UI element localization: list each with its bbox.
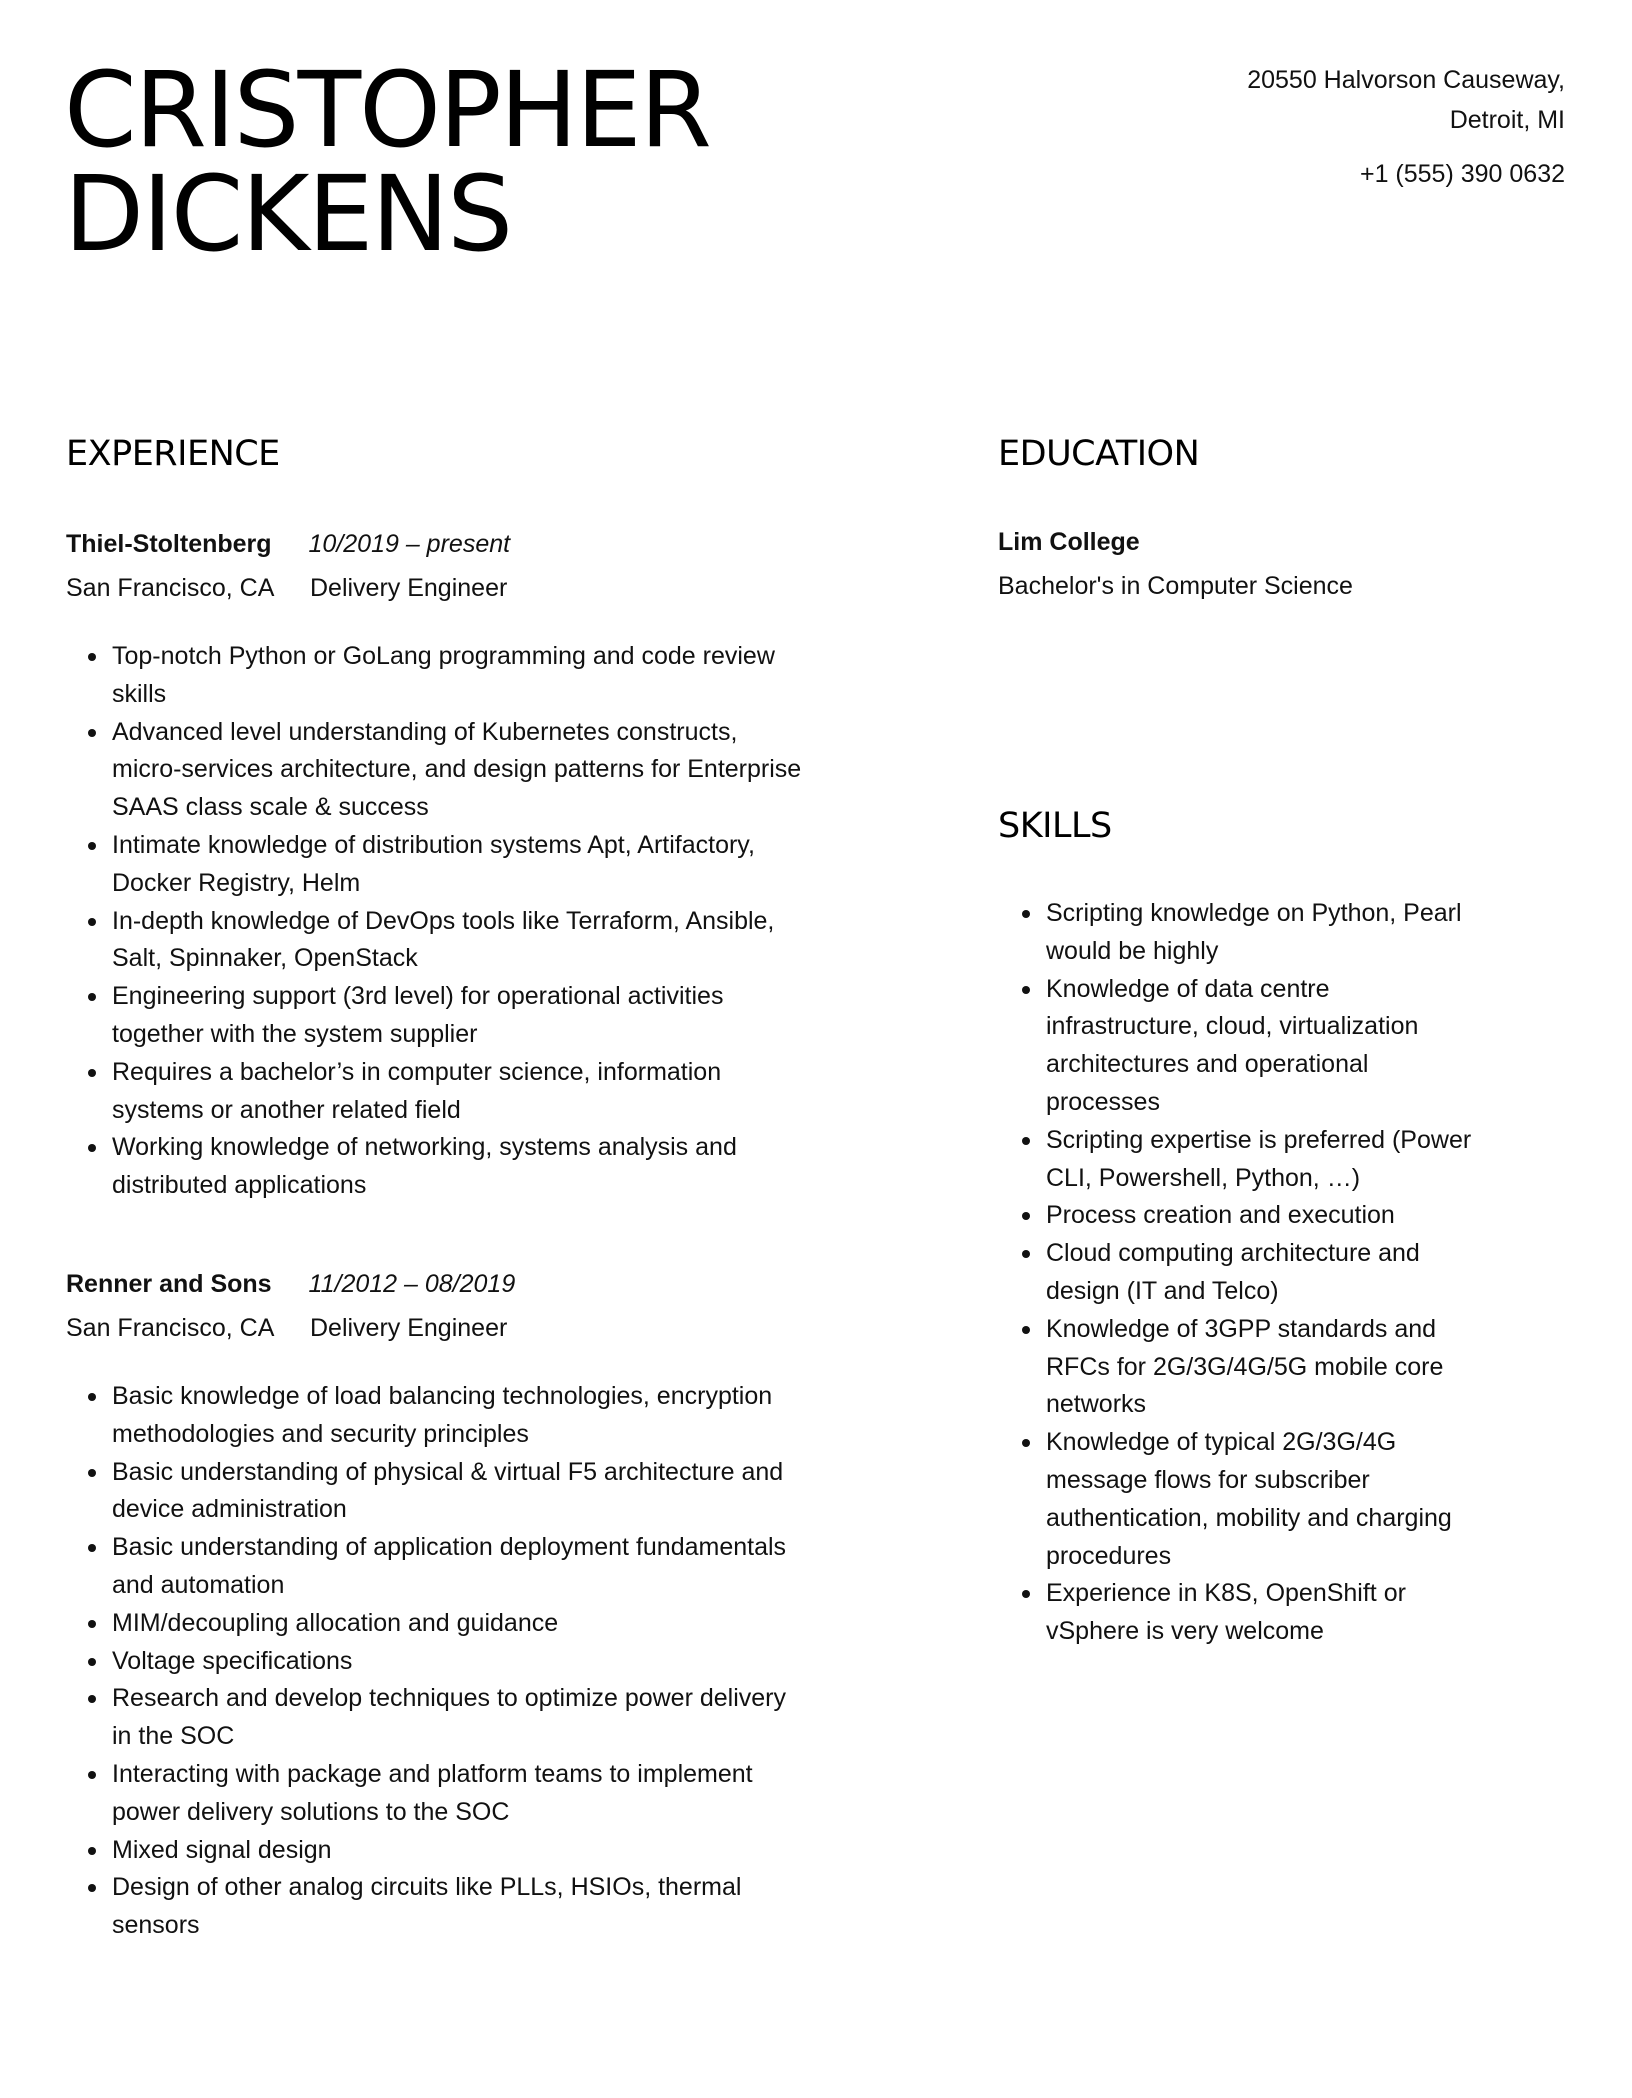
list-item: [66, 978, 966, 1054]
job-entry: [66, 1264, 966, 1945]
list-item: [1000, 1424, 1580, 1575]
list-item-text: Knowledge of data centre: [1046, 974, 1330, 1003]
list-item-text: RFCs for 2G/3G/4G/5G mobile core: [1046, 1352, 1444, 1381]
list-item-text: Knowledge of typical 2G/3G/4G: [1046, 1428, 1397, 1457]
list-item-text: methodologies and security principles: [112, 1419, 529, 1448]
list-item: [66, 1680, 966, 1756]
bullet-icon: [88, 1771, 96, 1779]
list-item: [66, 1529, 966, 1605]
phone-number: +1 (555) 390 0632: [1359, 160, 1565, 188]
bullet-icon: [88, 1847, 96, 1855]
list-item-text: Docker Registry, Helm: [112, 868, 361, 897]
list-item-text: SAAS class scale & success: [112, 793, 429, 822]
bullet-icon: [1022, 986, 1030, 994]
bullet-icon: [1022, 1439, 1030, 1447]
address-line-1: 20550 Halvorson Causeway,: [1247, 66, 1565, 94]
list-item: [66, 827, 966, 903]
list-item-text: Scripting knowledge on Python, Pearl: [1046, 899, 1462, 927]
address-line-2: Detroit, MI: [1449, 106, 1565, 134]
bullet-icon: [1022, 1137, 1030, 1145]
list-item-text: procedures: [1046, 1541, 1172, 1570]
company-name: Thiel-Stoltenberg: [66, 530, 272, 558]
list-item-text: message flows for subscriber: [1046, 1465, 1370, 1494]
bullet-icon: [88, 729, 96, 737]
list-item-text: Engineering support (3rd level) for operational activities: [112, 982, 724, 1011]
list-item: [66, 1054, 966, 1130]
list-item-text: Knowledge of 3GPP standards and: [1046, 1314, 1437, 1343]
bullet-icon: [1022, 1212, 1030, 1220]
list-item: [66, 1869, 966, 1945]
bullet-icon: [88, 653, 96, 661]
name-last: DICKENS: [64, 153, 512, 275]
list-item: [1000, 971, 1580, 1122]
job-role: Delivery Engineer: [309, 574, 508, 602]
list-item-text: micro-services architecture, and design patterns for Enterprise: [112, 755, 802, 784]
bullet-icon: [88, 1884, 96, 1892]
bullet-icon: [88, 1069, 96, 1077]
school-name: Lim College: [998, 528, 1140, 556]
list-item-text: device administration: [112, 1495, 347, 1524]
list-item-text: Interacting with package and platform teams to implement: [112, 1759, 753, 1788]
list-item-text: In-depth knowledge of DevOps tools like Terraform, Ansible,: [112, 906, 775, 935]
list-item: [66, 1832, 966, 1870]
list-item-text: Cloud computing architecture and: [1046, 1239, 1420, 1268]
list-item-text: infrastructure, cloud, virtualization: [1046, 1012, 1419, 1041]
list-item-text: together with the system supplier: [112, 1019, 478, 1048]
contact-info: [1247, 60, 1565, 194]
bullet-icon: [88, 1393, 96, 1401]
list-item-text: Basic understanding of physical & virtual F5 architecture and: [112, 1457, 784, 1486]
list-item: [66, 1378, 966, 1454]
bullet-icon: [88, 1144, 96, 1152]
list-item-text: Voltage specifications: [112, 1646, 353, 1675]
list-item: [66, 638, 966, 714]
list-item-text: sensors: [112, 1911, 200, 1940]
list-item-text: design (IT and Telco): [1046, 1276, 1279, 1305]
job-role: Delivery Engineer: [309, 1314, 508, 1342]
bullet-icon: [1022, 1326, 1030, 1334]
list-item: [1000, 1235, 1580, 1311]
list-item-text: power delivery solutions to the SOC: [112, 1797, 510, 1826]
list-item: [66, 1756, 966, 1832]
company-name: Renner and Sons: [66, 1270, 272, 1298]
bullet-icon: [88, 1620, 96, 1628]
degree: Bachelor's in Computer Science: [998, 572, 1353, 600]
bullet-icon: [88, 842, 96, 850]
list-item-text: systems or another related field: [112, 1095, 461, 1124]
list-item-text: Experience in K8S, OpenShift or: [1046, 1579, 1406, 1608]
list-item: [66, 1643, 966, 1681]
list-item: [1000, 1311, 1580, 1424]
skills-list: [1000, 895, 1580, 1651]
bullet-icon: [88, 993, 96, 1001]
job-location: San Francisco, CA: [66, 1314, 274, 1342]
job-dates: 11/2012 – 08/2019: [308, 1270, 516, 1298]
bullet-icon: [88, 1544, 96, 1552]
experience-title: EXPERIENCE: [66, 434, 280, 474]
list-item-text: authentication, mobility and charging: [1046, 1503, 1452, 1532]
list-item-text: and automation: [112, 1570, 285, 1599]
list-item-text: distributed applications: [112, 1171, 367, 1200]
list-item-text: Working knowledge of networking, systems analysis and: [112, 1133, 737, 1162]
bullet-icon: [1022, 1590, 1030, 1598]
job-location: San Francisco, CA: [66, 574, 274, 602]
list-item-text: skills: [112, 679, 167, 708]
list-item-text: architectures and operational: [1046, 1050, 1369, 1079]
bullet-icon: [1022, 910, 1030, 918]
job-bullets: [66, 1378, 966, 1945]
bullet-icon: [88, 1695, 96, 1703]
list-item-text: CLI, Powershell, Python, …): [1046, 1163, 1361, 1192]
list-item: [66, 903, 966, 979]
education-title: EDUCATION: [998, 434, 1200, 474]
list-item-text: Salt, Spinnaker, OpenStack: [112, 944, 418, 973]
list-item-text: Top-notch Python or GoLang programming and code review: [112, 642, 775, 670]
skills-section: [1000, 895, 1580, 1651]
name-first: CRISTOPHER: [64, 49, 710, 171]
education-entry: [998, 522, 1353, 606]
list-item-text: MIM/decoupling allocation and guidance: [112, 1608, 559, 1637]
job-dates: 10/2019 – present: [308, 530, 511, 558]
list-item-text: Requires a bachelor’s in computer science, information: [112, 1057, 722, 1086]
job-entry: [66, 524, 966, 1205]
list-item-text: processes: [1046, 1087, 1160, 1116]
list-item: [1000, 1197, 1580, 1235]
skills-title: SKILLS: [998, 806, 1112, 846]
job-bullets: [66, 638, 966, 1205]
list-item-text: Advanced level understanding of Kubernetes constructs,: [112, 717, 738, 746]
bullet-icon: [88, 1469, 96, 1477]
bullet-icon: [1022, 1250, 1030, 1258]
list-item-text: networks: [1046, 1390, 1147, 1419]
list-item: [66, 1605, 966, 1643]
list-item-text: vSphere is very welcome: [1046, 1617, 1324, 1646]
list-item: [66, 1454, 966, 1530]
list-item-text: Intimate knowledge of distribution systems Apt, Artifactory,: [112, 830, 755, 859]
list-item-text: Basic understanding of application deployment fundamentals: [112, 1533, 787, 1562]
list-item-text: Mixed signal design: [112, 1835, 332, 1864]
list-item-text: Basic knowledge of load balancing technologies, encryption: [112, 1382, 773, 1410]
list-item-text: would be highly: [1046, 936, 1219, 965]
list-item: [1000, 1122, 1580, 1198]
list-item-text: Scripting expertise is preferred (Power: [1046, 1125, 1472, 1154]
list-item-text: Research and develop techniques to optimize power delivery: [112, 1684, 786, 1713]
bullet-icon: [88, 1658, 96, 1666]
bullet-icon: [88, 918, 96, 926]
list-item-text: Process creation and execution: [1046, 1201, 1395, 1230]
list-item: [1000, 1575, 1580, 1651]
list-item: [66, 714, 966, 827]
candidate-name: [64, 49, 710, 275]
list-item: [66, 1129, 966, 1205]
list-item: [1000, 895, 1580, 971]
list-item-text: in the SOC: [112, 1722, 235, 1751]
list-item-text: Design of other analog circuits like PLLs, HSIOs, thermal: [112, 1873, 742, 1902]
